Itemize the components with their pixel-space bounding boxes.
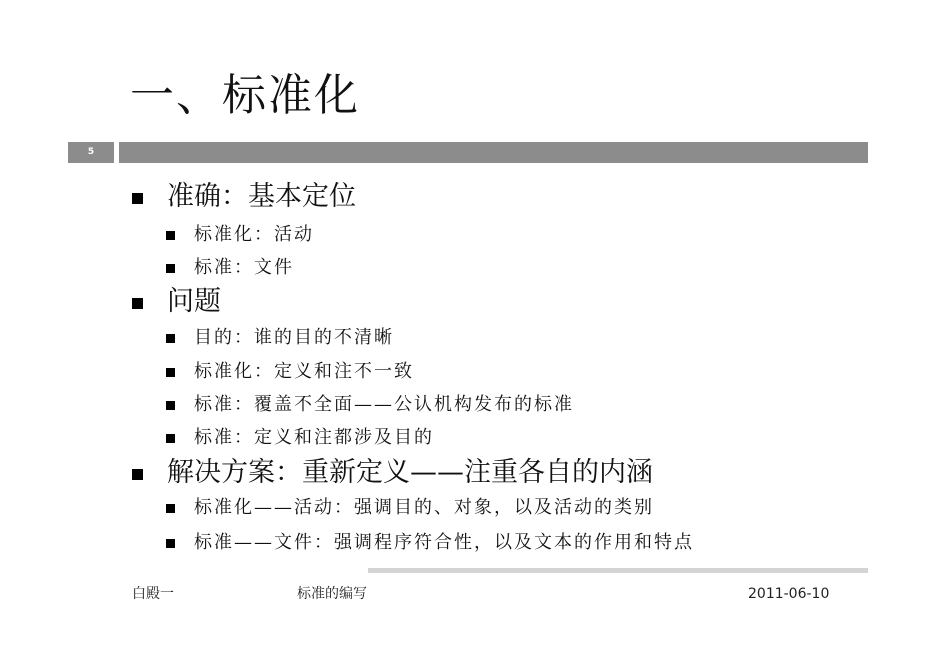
footer-date: 2011-06-10 xyxy=(748,586,830,602)
page-number: 5 xyxy=(68,142,114,163)
footer-author: 白殿一 xyxy=(132,586,174,602)
slide-title: 一、标准化 xyxy=(130,70,360,121)
square-bullet-icon xyxy=(166,264,175,273)
square-bullet-icon xyxy=(132,298,143,309)
slide: 一、标准化 5 准确：基本定位 标准化：活动 标准：文件 问题 目的：谁的目的不清晰 标准化：定义和注不一致 标准：覆盖不全面——公认机构发布的标准 标准：定义和注都涉及目的 解决方案：重新定义——注重各自的内涵 标准化——活动：强调目的、对象，以及活动的类别 标准——文件：强调程序符合性，以及文本的作用和特点 白殿一 标准的编写 2011-06-10 xyxy=(0,0,936,662)
footer-divider-bar xyxy=(368,568,868,573)
title-divider-bar xyxy=(119,142,868,163)
square-bullet-icon xyxy=(166,504,175,513)
square-bullet-icon xyxy=(166,401,175,410)
square-bullet-icon xyxy=(132,193,143,204)
square-bullet-icon xyxy=(166,434,175,443)
square-bullet-icon xyxy=(166,334,175,343)
square-bullet-icon xyxy=(132,469,143,480)
square-bullet-icon xyxy=(166,231,175,240)
square-bullet-icon xyxy=(166,368,175,377)
square-bullet-icon xyxy=(166,539,175,548)
footer-topic: 标准的编写 xyxy=(297,586,367,602)
